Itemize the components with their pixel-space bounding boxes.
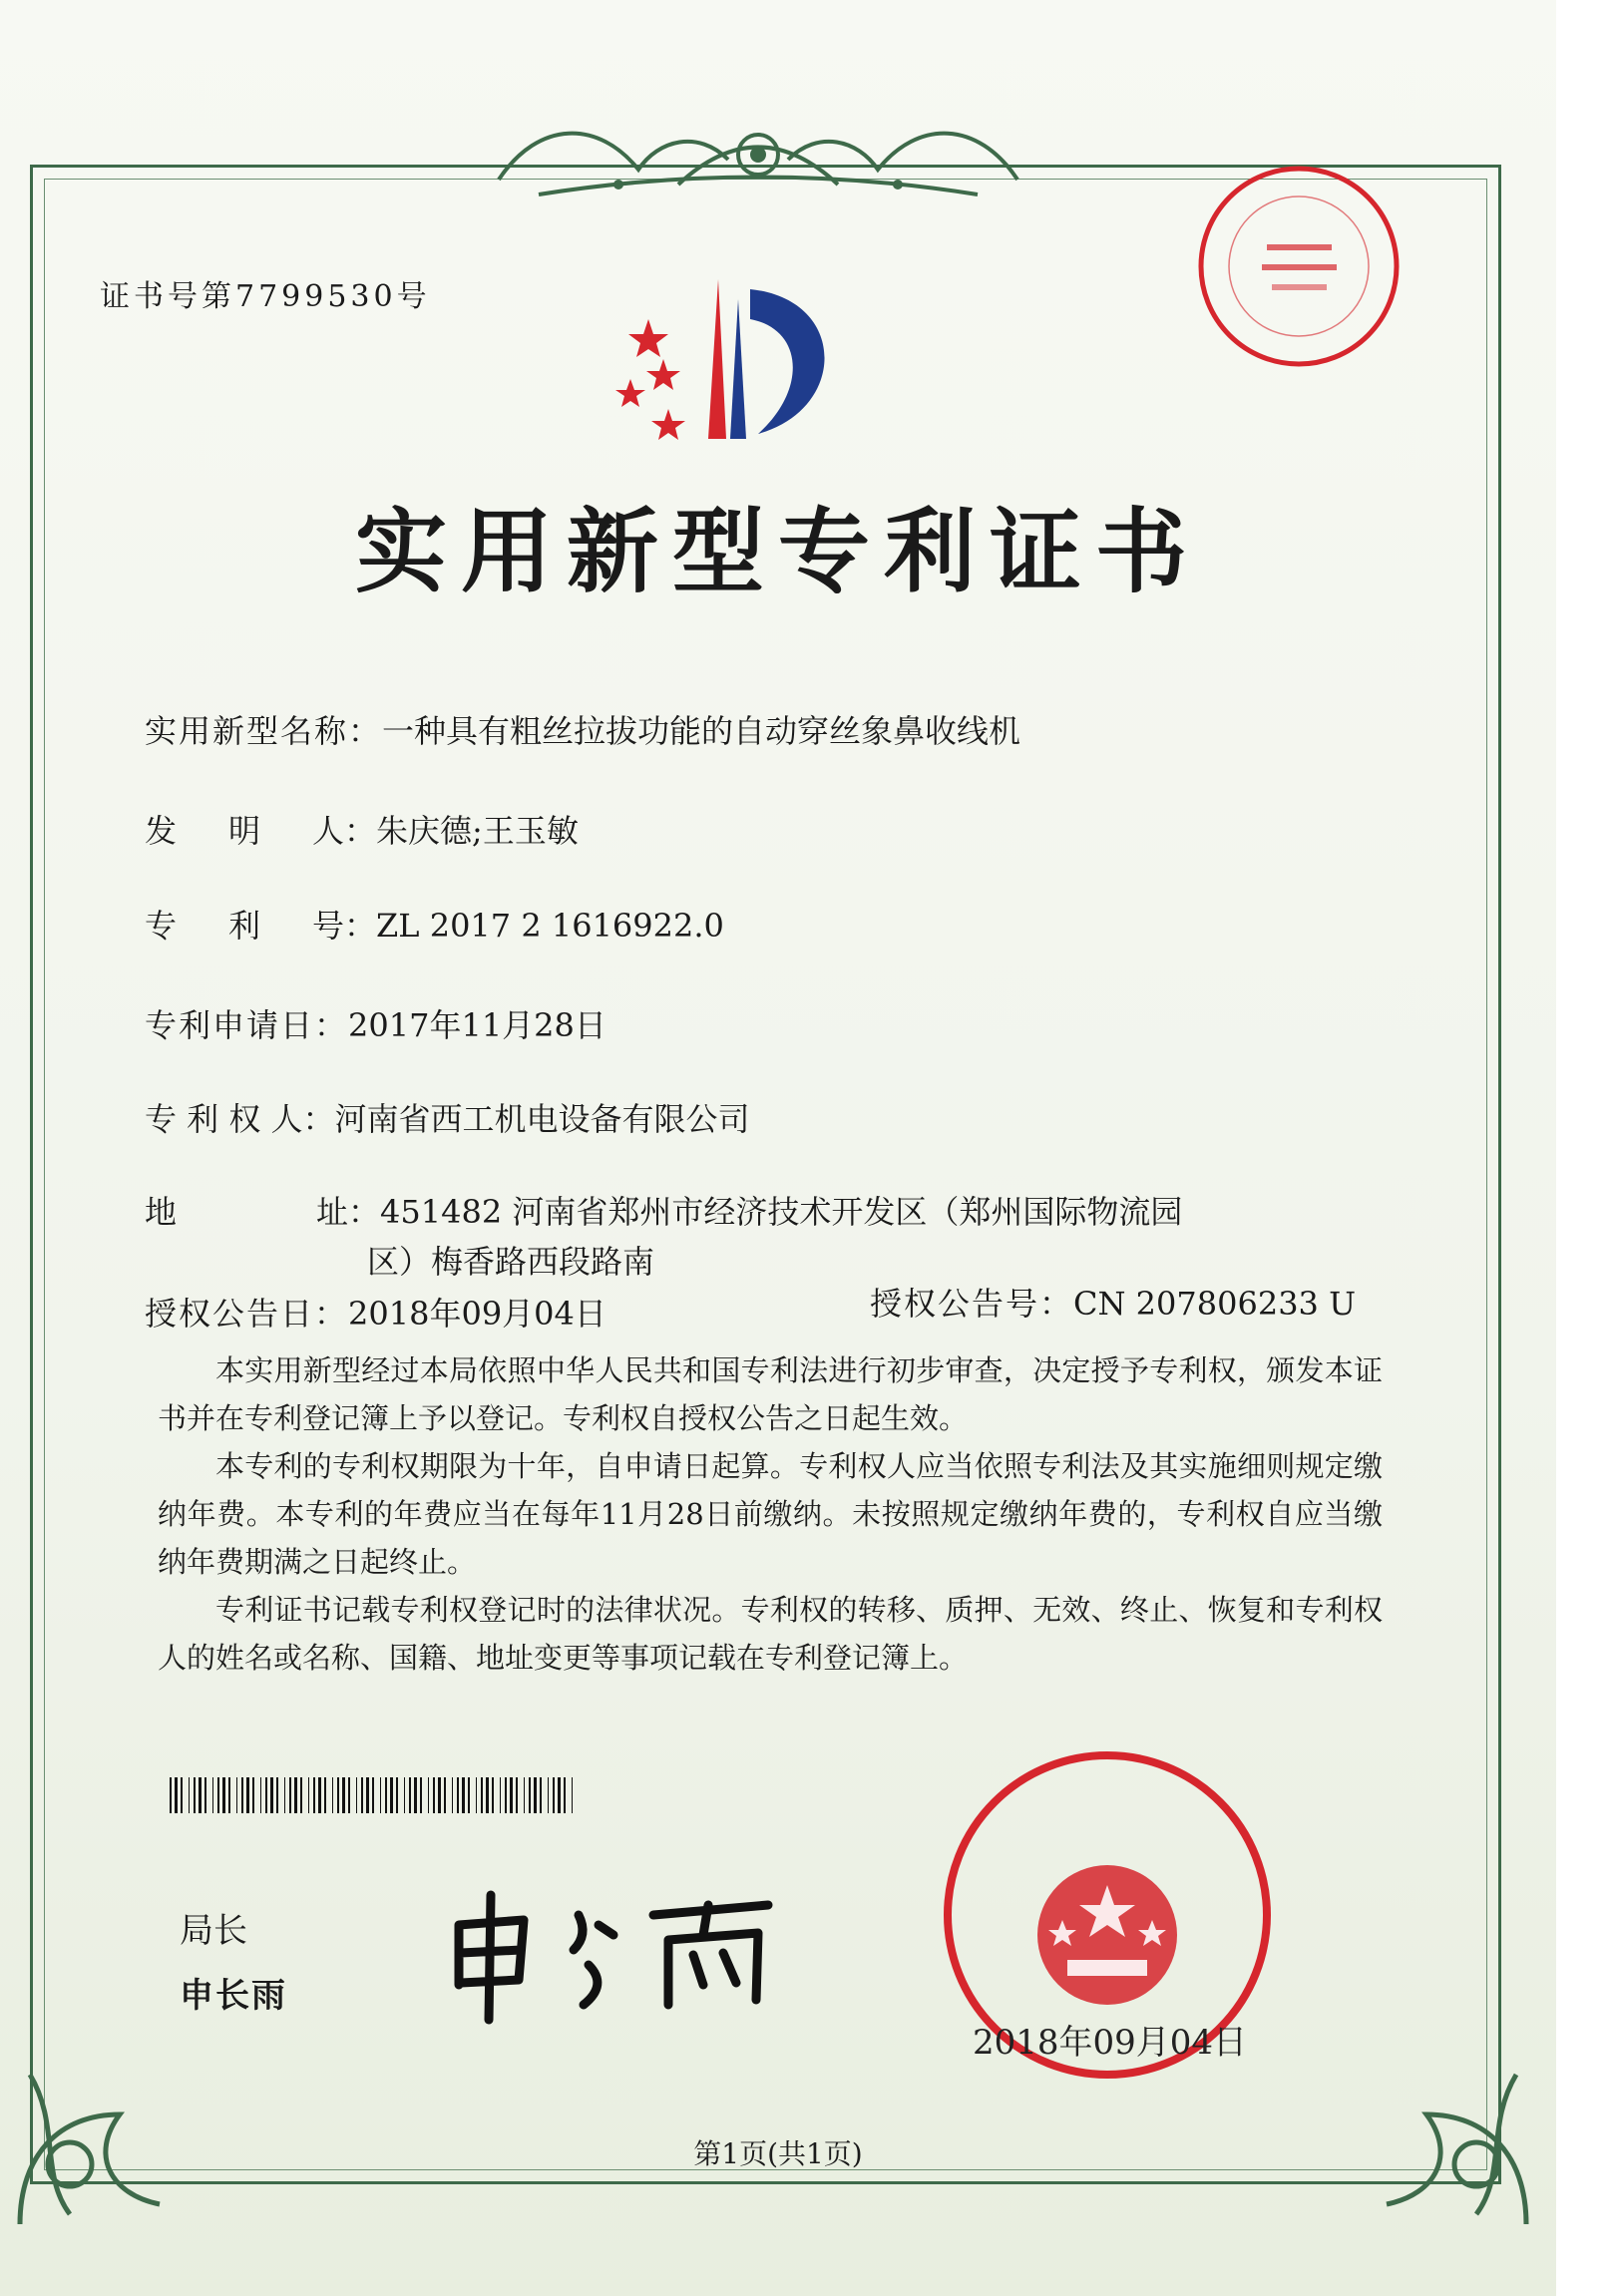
- barcode-bar: [194, 1777, 196, 1813]
- barcode-bar: [313, 1777, 315, 1813]
- authorization-date-row: [145, 1289, 606, 1335]
- patent-number-row: [145, 901, 724, 947]
- auth-date-label: 授权公告日：: [145, 1295, 349, 1333]
- top-ornament-icon: [479, 100, 1037, 209]
- barcode-bar: [468, 1777, 470, 1813]
- barcode-bar: [540, 1777, 542, 1813]
- owner-label: 专 利 权 人：: [145, 1100, 335, 1138]
- barcode-bar: [199, 1777, 202, 1813]
- barcode-bar: [342, 1777, 345, 1813]
- barcode-bar: [572, 1777, 573, 1813]
- signatory-name: 申长雨: [180, 1976, 287, 2016]
- address-label-2: 址：: [316, 1193, 381, 1231]
- barcode-bar: [462, 1777, 465, 1813]
- barcode-bar: [457, 1777, 459, 1813]
- pub-no-label: 授权公告号：: [870, 1285, 1074, 1323]
- barcode-bar: [318, 1777, 321, 1813]
- certificate-number: 证书号第7799530号: [100, 279, 431, 314]
- name-label: 实用新型名称：: [145, 712, 383, 750]
- barcode-bar: [332, 1777, 333, 1813]
- address-row: [145, 1187, 1182, 1233]
- barcode-bar: [356, 1777, 357, 1813]
- barcode-bar: [380, 1777, 381, 1813]
- inventor-row: [145, 806, 579, 852]
- handwritten-signature: [439, 1875, 788, 2025]
- scan-margin: [1556, 0, 1615, 2296]
- patent-label-1: 专: [145, 907, 178, 945]
- barcode-bar: [553, 1777, 555, 1813]
- barcode-bar: [505, 1777, 507, 1813]
- body-paragraph-3: 专利证书记载专利权登记时的法律状况。专利权的转移、质押、无效、终止、恢复和专利权人的姓名或名称、国籍、地址变更等事项记载在专利登记簿上。: [158, 1593, 1383, 1675]
- barcode-bar: [558, 1777, 561, 1813]
- barcode-bar: [204, 1777, 206, 1813]
- barcode-bar: [428, 1777, 429, 1813]
- barcode-bar: [414, 1777, 417, 1813]
- inventor-value: 朱庆德;王玉敏: [376, 812, 579, 850]
- application-date-row: [145, 1000, 606, 1046]
- inventor-label-3: 人：: [312, 812, 377, 850]
- publication-number-row: [870, 1279, 1356, 1325]
- app-date-label: 专利申请日：: [145, 1006, 349, 1044]
- pub-no-value: CN 207806233 U: [1073, 1285, 1357, 1323]
- barcode-bar: [366, 1777, 369, 1813]
- barcode-bar: [516, 1777, 518, 1813]
- barcode-bar: [404, 1777, 405, 1813]
- barcode-bar: [500, 1777, 501, 1813]
- barcode-bar: [228, 1777, 230, 1813]
- signatory-role: 局长: [180, 1911, 247, 1951]
- barcode-bar: [252, 1777, 254, 1813]
- barcode-bar: [444, 1777, 446, 1813]
- issue-date: 2018年09月04日: [973, 2023, 1248, 2063]
- barcode-bar: [510, 1777, 513, 1813]
- barcode-bar: [236, 1777, 237, 1813]
- barcode-bar: [300, 1777, 302, 1813]
- barcode-bar: [265, 1777, 267, 1813]
- barcode-bar: [486, 1777, 489, 1813]
- barcode-bar: [289, 1777, 291, 1813]
- certificate-title: 实用新型专利证书: [354, 499, 1201, 605]
- patent-office-logo: [608, 259, 868, 459]
- utility-model-name-row: [145, 706, 1020, 752]
- barcode-bar: [385, 1777, 387, 1813]
- corner-ornament-icon: [0, 2015, 229, 2244]
- barcode-bar: [564, 1777, 566, 1813]
- barcode-bar: [390, 1777, 393, 1813]
- barcode-bar: [324, 1777, 326, 1813]
- barcode-bar: [420, 1777, 422, 1813]
- barcode-bar: [284, 1777, 285, 1813]
- barcode-bar: [524, 1777, 525, 1813]
- auth-date-value: 2018年09月04日: [348, 1295, 606, 1333]
- body-paragraph-2: 本专利的专利权期限为十年，自申请日起算。专利权人应当依照专利法及其实施细则规定缴纳年费。本专利的年费应当在每年11月28日前缴纳。未按照规定缴纳年费的，专利权自应当缴纳年费期满之日起终止。: [158, 1449, 1383, 1579]
- barcode-bar: [409, 1777, 411, 1813]
- barcode-bar: [294, 1777, 297, 1813]
- barcode-bar: [476, 1777, 477, 1813]
- barcode-bar: [492, 1777, 494, 1813]
- patent-label-2: 利: [228, 907, 261, 945]
- owner-value: 河南省西工机电设备有限公司: [334, 1100, 750, 1138]
- barcode-bar: [452, 1777, 453, 1813]
- barcode-bar: [270, 1777, 273, 1813]
- barcode-bar: [438, 1777, 441, 1813]
- barcode-bar: [529, 1777, 531, 1813]
- barcode-bar: [372, 1777, 374, 1813]
- barcode-bar: [361, 1777, 363, 1813]
- barcode-bar: [534, 1777, 537, 1813]
- barcode-bar: [189, 1777, 190, 1813]
- barcode-bar: [260, 1777, 261, 1813]
- barcode: [170, 1777, 579, 1813]
- barcode-bar: [212, 1777, 213, 1813]
- barcode-bar: [481, 1777, 483, 1813]
- barcode-bar: [308, 1777, 309, 1813]
- address-value-2: 区）梅香路西段路南: [367, 1243, 655, 1281]
- patentee-row: [145, 1094, 750, 1140]
- barcode-bar: [175, 1777, 178, 1813]
- inventor-label-2: 明: [228, 812, 261, 850]
- app-date-value: 2017年11月28日: [348, 1006, 606, 1044]
- barcode-bar: [348, 1777, 350, 1813]
- barcode-bar: [276, 1777, 278, 1813]
- body-paragraph-1: 本实用新型经过本局依照中华人民共和国专利法进行初步审查，决定授予专利权，颁发本证书并在专利登记簿上予以登记。专利权自授权公告之日起生效。: [158, 1353, 1383, 1435]
- address-value-1: 451482 河南省郑州市经济技术开发区（郑州国际物流园: [380, 1193, 1183, 1231]
- tax-stamp-seal: [1192, 160, 1407, 374]
- barcode-bar: [181, 1777, 183, 1813]
- patent-value: ZL 2017 2 1616922.0: [376, 907, 724, 945]
- barcode-bar: [170, 1777, 172, 1813]
- name-value: 一种具有粗丝拉拔功能的自动穿丝象鼻收线机: [382, 712, 1021, 750]
- barcode-bar: [217, 1777, 219, 1813]
- inventor-label-1: 发: [145, 812, 178, 850]
- patent-label-3: 号：: [312, 907, 377, 945]
- barcode-bar: [337, 1777, 339, 1813]
- barcode-bar: [396, 1777, 398, 1813]
- barcode-bar: [548, 1777, 549, 1813]
- certificate-body: [158, 1346, 1383, 1682]
- corner-ornament-icon: [1317, 2015, 1546, 2244]
- barcode-bar: [222, 1777, 225, 1813]
- barcode-bar: [433, 1777, 435, 1813]
- page-indicator: 第1页(共1页): [693, 2137, 863, 2170]
- barcode-bar: [246, 1777, 249, 1813]
- address-label-1: 地: [145, 1193, 178, 1231]
- barcode-bar: [241, 1777, 243, 1813]
